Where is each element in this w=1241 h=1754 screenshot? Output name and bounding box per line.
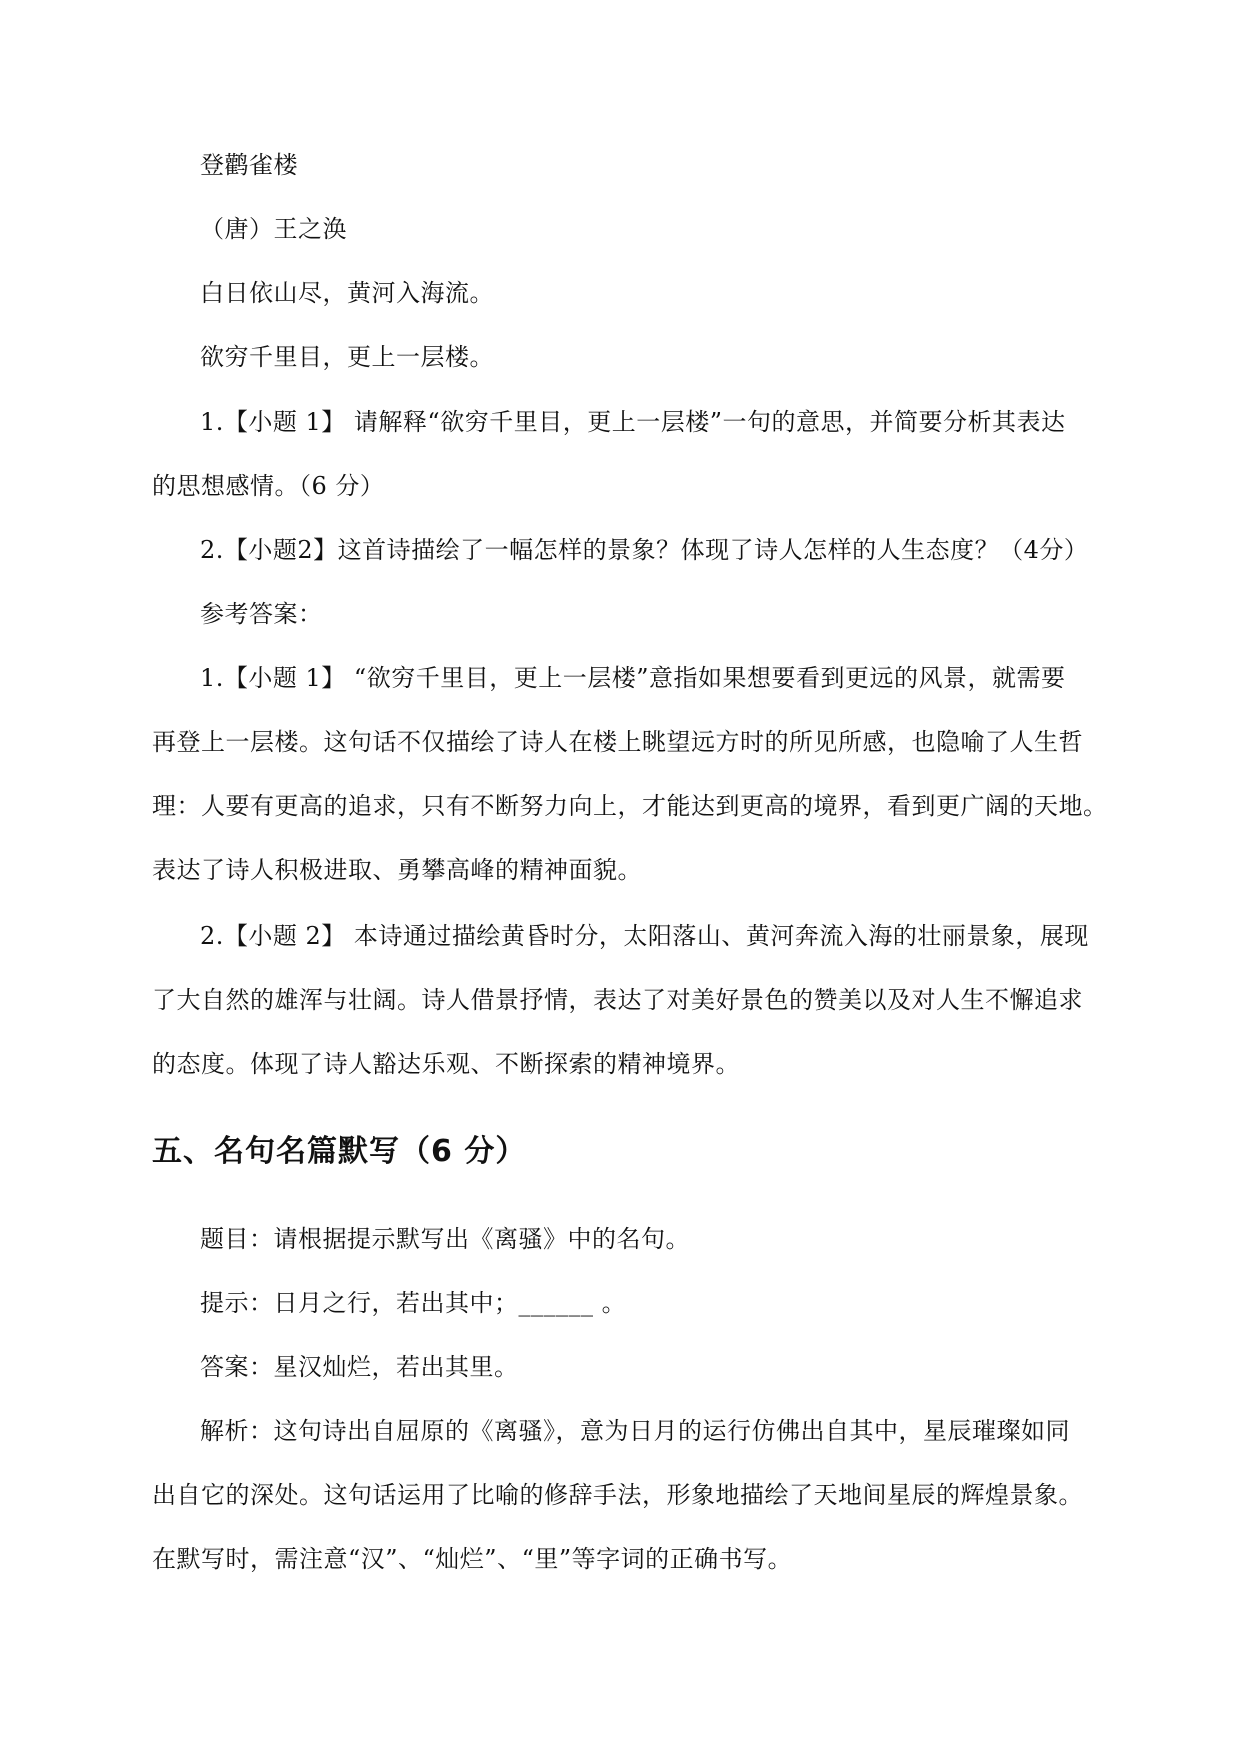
section-5-analysis-line-2: 出自它的深处。这句话运用了比喻的修辞手法，形象地描绘了天地间星辰的辉煌景象。 <box>152 1481 1083 1509</box>
answer-1-line-2: 再登上一层楼。这句话不仅描绘了诗人在楼上眺望远方时的所见所感，也隐喻了人生哲 <box>152 728 1083 756</box>
answer-1-line-4: 表达了诗人积极进取、勇攀高峰的精神面貌。 <box>152 856 642 884</box>
answer-1-line-1: 1.【小题 1】 “欲穷千里目，更上一层楼”意指如果想要看到更远的风景，就需要 <box>200 664 1066 692</box>
question-1-line-2: 的思想感情。（6 分） <box>152 472 385 500</box>
section-5-hint: 提示：日月之行，若出其中；______ 。 <box>200 1289 627 1317</box>
section-5-answer: 答案：星汉灿烂，若出其里。 <box>200 1353 519 1381</box>
poem-line-1: 白日依山尽，黄河入海流。 <box>200 279 494 307</box>
poem-author: （唐）王之涣 <box>200 215 347 243</box>
answer-2-line-2: 了大自然的雄浑与壮阔。诗人借景抒情，表达了对美好景色的赞美以及对人生不懈追求 <box>152 986 1083 1014</box>
question-1-line-1: 1.【小题 1】 请解释“欲穷千里目，更上一层楼”一句的意思，并简要分析其表达 <box>200 408 1066 436</box>
question-2-line-1: 2.【小题2】这首诗描绘了一幅怎样的景象？体现了诗人怎样的人生态度？（4分） <box>200 536 1089 564</box>
section-5-analysis-line-3: 在默写时，需注意“汉”、“灿烂”、“里”等字词的正确书写。 <box>152 1545 793 1573</box>
answers-label: 参考答案： <box>200 600 323 628</box>
answer-2-line-3: 的态度。体现了诗人豁达乐观、不断探索的精神境界。 <box>152 1050 740 1078</box>
poem-line-2: 欲穷千里目，更上一层楼。 <box>200 343 494 371</box>
answer-1-line-3: 理：人要有更高的追求，只有不断努力向上，才能达到更高的境界，看到更广阔的天地。 <box>152 792 1108 820</box>
section-5-analysis-line-1: 解析：这句诗出自屈原的《离骚》，意为日月的运行仿佛出自其中，星辰璀璨如同 <box>200 1417 1070 1445</box>
poem-title: 登鹳雀楼 <box>200 151 298 179</box>
section-5-question: 题目：请根据提示默写出《离骚》中的名句。 <box>200 1225 690 1253</box>
answer-2-line-1: 2.【小题 2】 本诗通过描绘黄昏时分，太阳落山、黄河奔流入海的壮丽景象，展现 <box>200 922 1089 950</box>
section-5-heading: 五、名句名篇默写（6 分） <box>152 1134 527 1169</box>
